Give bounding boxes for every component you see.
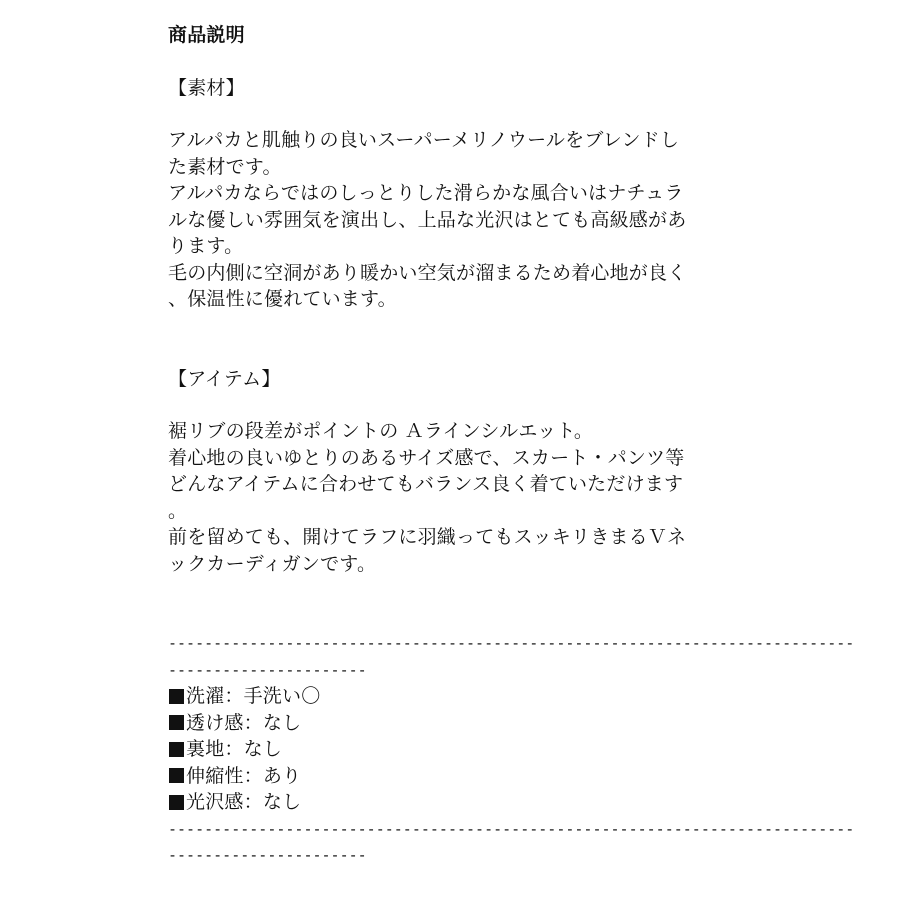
spec-value: 手洗い〇 xyxy=(243,685,321,707)
item-line: どんなアイテムに合わせてもバランス良く着ていただけます xyxy=(168,473,684,495)
spec-separator: ： xyxy=(224,685,244,707)
divider-line: ---------------------- xyxy=(168,660,367,679)
spec-label: 裏地 xyxy=(186,738,225,760)
material-description xyxy=(168,127,728,313)
divider-line: ---------------------------------------------------------------------------- xyxy=(168,819,855,838)
spec-value: なし xyxy=(262,791,302,813)
spec-item-sheerness xyxy=(168,710,728,737)
divider-top xyxy=(168,630,855,683)
square-bullet-icon xyxy=(169,795,184,810)
spec-separator: ： xyxy=(243,791,263,813)
spec-label: 光沢感 xyxy=(186,791,244,813)
square-bullet-icon xyxy=(169,768,184,783)
spacer xyxy=(168,577,728,630)
spec-label: 洗濯 xyxy=(186,685,225,707)
spec-separator: ： xyxy=(243,764,263,787)
material-line: アルパカと肌触りの良いスーパーメリノウールをブレンドし xyxy=(168,129,680,151)
material-line: 毛の内側に空洞があり暖かい空気が溜まるため着心地が良く xyxy=(168,261,687,284)
item-line: 裾リブの段差がポイントの Ａラインシルエット。 xyxy=(168,420,594,442)
spec-value: あり xyxy=(262,764,302,787)
item-heading: 【アイテム】 xyxy=(168,367,281,390)
material-heading: 【素材】 xyxy=(168,76,245,99)
square-bullet-icon xyxy=(169,689,184,704)
spec-list xyxy=(168,683,728,816)
spec-label: 伸縮性 xyxy=(186,764,244,787)
spec-value: なし xyxy=(243,738,283,760)
material-line: ります。 xyxy=(168,235,244,257)
divider-bottom xyxy=(168,816,855,869)
item-line: 着心地の良いゆとりのあるサイズ感で、スカート・パンツ等 xyxy=(168,446,685,469)
spec-item-lining xyxy=(168,736,728,763)
material-line: ルな優しい雰囲気を演出し、上品な光沢はとても高級感があ xyxy=(168,208,687,231)
material-line: 、保温性に優れています。 xyxy=(168,288,397,310)
material-line: た素材です。 xyxy=(168,155,282,178)
product-description xyxy=(168,22,855,869)
spacer xyxy=(168,313,728,366)
page-title: 商品説明 xyxy=(168,24,245,46)
divider-line: ---------------------------------------------------------------------------- xyxy=(168,634,855,652)
item-description xyxy=(168,418,728,577)
square-bullet-icon xyxy=(169,715,184,730)
spec-separator: ： xyxy=(243,711,263,734)
spec-label: 透け感 xyxy=(186,711,244,734)
spec-item-washing xyxy=(168,683,728,710)
material-line: アルパカならではのしっとりした滑らかな風合いはナチュラ xyxy=(168,182,684,204)
spec-separator: ： xyxy=(224,738,244,760)
divider-line: ---------------------- xyxy=(168,846,367,864)
item-line: ックカーディガンです。 xyxy=(168,552,377,575)
spec-item-gloss xyxy=(168,789,728,816)
spec-item-stretch xyxy=(168,763,728,790)
spec-value: なし xyxy=(262,711,302,734)
item-line: 。 xyxy=(168,499,188,522)
item-line: 前を留めても、開けてラフに羽織ってもスッキリきまるＶネ xyxy=(168,526,687,548)
square-bullet-icon xyxy=(169,742,184,757)
